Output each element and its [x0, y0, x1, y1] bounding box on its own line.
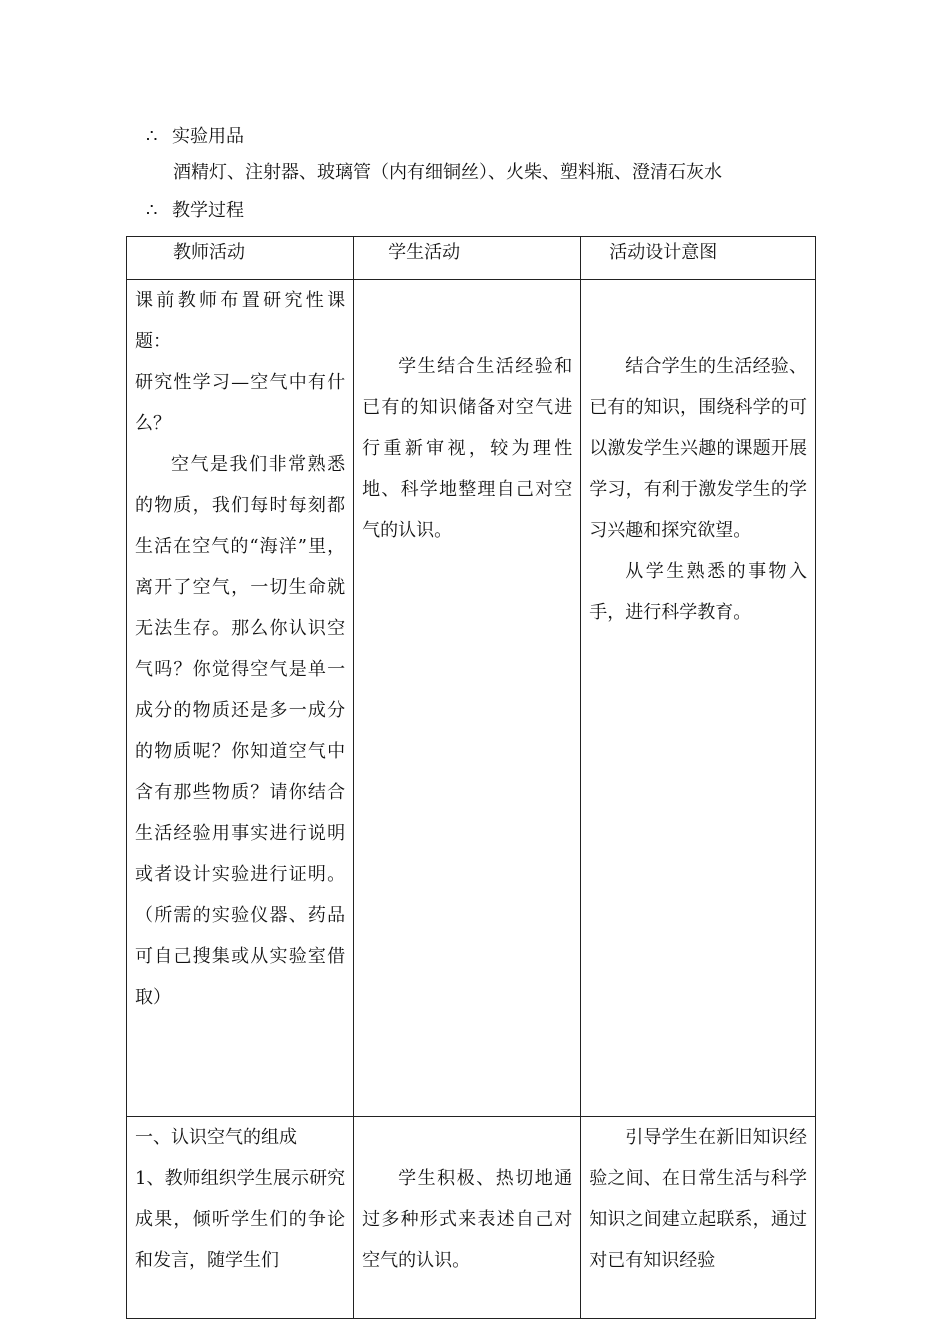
therefore-bullet-icon: ∴ — [146, 126, 158, 147]
process-heading: 教学过程 — [172, 200, 244, 221]
teacher-text: 一、认识空气的组成 — [135, 1127, 297, 1148]
student-text: 学生积极、热切地通过多种形式来表述自己对空气的认识。 — [362, 1168, 573, 1271]
materials-heading-line — [146, 124, 244, 150]
table-row — [127, 1117, 816, 1319]
materials-list: 酒精灯、注射器、玻璃管（内有细铜丝）、火柴、塑料瓶、澄清石灰水 — [173, 162, 722, 183]
header-design-intent: 活动设计意图 — [581, 237, 816, 280]
teacher-text: 1、教师组织学生展示研究成果，倾听学生们的争论和发言，随学生们 — [135, 1168, 346, 1271]
teaching-process-table — [126, 236, 816, 1319]
table-header-row — [127, 237, 816, 280]
intent-text: 从学生熟悉的事物入手，进行科学教育。 — [589, 561, 807, 623]
student-activity-cell — [354, 1117, 581, 1319]
design-intent-cell — [581, 1117, 816, 1319]
intent-text: 引导学生在新旧知识经验之间、在日常生活与科学知识之间建立起联系，通过对已有知识经验 — [589, 1127, 807, 1271]
header-student-activity: 学生活动 — [354, 237, 581, 280]
student-text: 学生结合生活经验和已有的知识储备对空气进行重新审视，较为理性地、科学地整理自己对空气的认识。 — [362, 356, 573, 541]
teacher-text: 课前教师布置研究性课题： — [135, 290, 346, 352]
intent-text: 结合学生的生活经验、已有的知识，围绕科学的可以激发学生兴趣的课题开展学习，有利于激发学生的学习兴趣和探究欲望。 — [589, 356, 807, 541]
teacher-activity-cell — [127, 1117, 354, 1319]
header-teacher-activity: 教师活动 — [127, 237, 354, 280]
therefore-bullet-icon: ∴ — [146, 200, 158, 221]
teacher-activity-cell — [127, 280, 354, 1117]
materials-heading: 实验用品 — [172, 126, 244, 147]
process-heading-line — [146, 198, 244, 224]
teacher-text: 研究性学习—空气中有什么？ — [135, 372, 346, 434]
teacher-text: 空气是我们非常熟悉的物质，我们每时每刻都生活在空气的“海洋”里，离开了空气，一切生命就无法生存。那么你认识空气吗？你觉得空气是单一成分的物质还是多一成分的物质呢？你知道空气中含有那些物质？请你结合生活经验用事实进行说明或者设计实验进行证明。（所需的实验仪器、药品可自己搜集或从实验室借取） — [135, 454, 346, 1008]
table-row — [127, 280, 816, 1117]
student-activity-cell — [354, 280, 581, 1117]
design-intent-cell — [581, 280, 816, 1117]
